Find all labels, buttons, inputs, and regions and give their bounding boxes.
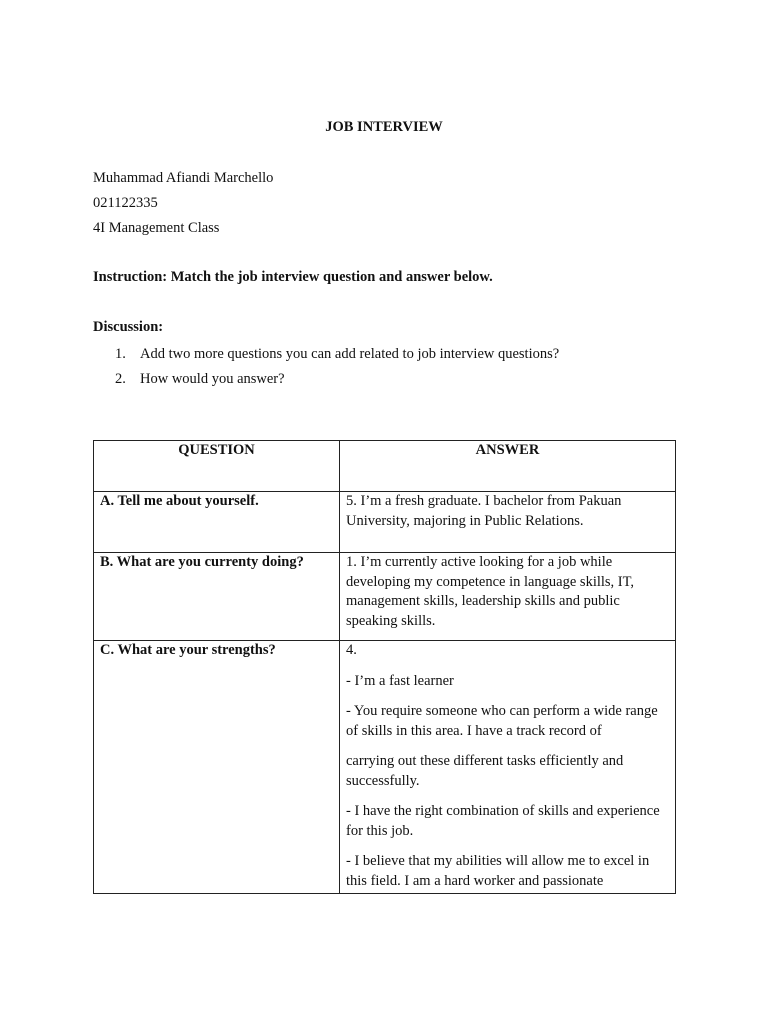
- question-cell: A. Tell me about yourself.: [94, 492, 340, 553]
- answer-text: - I’m a fast learner: [346, 672, 454, 689]
- answer-text: 5. I’m a fresh graduate. I bachelor from Pakuan University, majoring in Public Relations.: [346, 493, 622, 529]
- answer-text: - I believe that my abilities will allow me to excel in this field. I am a hard worker and passionate: [346, 853, 650, 889]
- discussion-item: [115, 344, 559, 369]
- answer-text: - You require someone who can perform a wide range of skills in this area. I have a track record of: [346, 703, 658, 739]
- student-name: Muhammad Afiandi Marchello: [93, 170, 274, 186]
- answer-cell: [340, 492, 676, 553]
- qa-table: [93, 440, 676, 894]
- instruction-text: Instruction: Match the job interview question and answer below.: [93, 269, 493, 285]
- answer-text: - I have the right combination of skills and experience for this job.: [346, 803, 660, 839]
- answer-column-header: ANSWER: [340, 441, 676, 492]
- discussion-item-text: Add two more questions you can add related to job interview questions?: [140, 346, 560, 362]
- table-row: [94, 641, 676, 894]
- table-header-row: [94, 441, 676, 492]
- question-cell: B. What are you currenty doing?: [94, 553, 340, 641]
- document-title: JOB INTERVIEW: [325, 119, 443, 135]
- table-row: [94, 553, 676, 641]
- answer-cell: [340, 641, 676, 894]
- student-class: 4I Management Class: [93, 220, 220, 236]
- discussion-item-number: 1.: [115, 346, 126, 362]
- discussion-item: [115, 369, 559, 394]
- question-column-header: QUESTION: [94, 441, 340, 492]
- discussion-list: [115, 344, 559, 394]
- discussion-label: Discussion:: [93, 319, 164, 335]
- table-row: [94, 492, 676, 553]
- question-cell: C. What are your strengths?: [94, 641, 340, 894]
- answer-text: 1. I’m currently active looking for a job while developing my competence in language skills, IT, management skills, leadership skills and public speaking skills.: [346, 554, 635, 629]
- answer-cell: [340, 553, 676, 641]
- discussion-item-number: 2.: [115, 371, 126, 387]
- answer-text: 4.: [346, 642, 357, 658]
- answer-text: carrying out these different tasks efficiently and successfully.: [346, 753, 624, 789]
- discussion-item-text: How would you answer?: [140, 371, 285, 387]
- student-info: [93, 168, 273, 243]
- student-id: 021122335: [93, 195, 158, 211]
